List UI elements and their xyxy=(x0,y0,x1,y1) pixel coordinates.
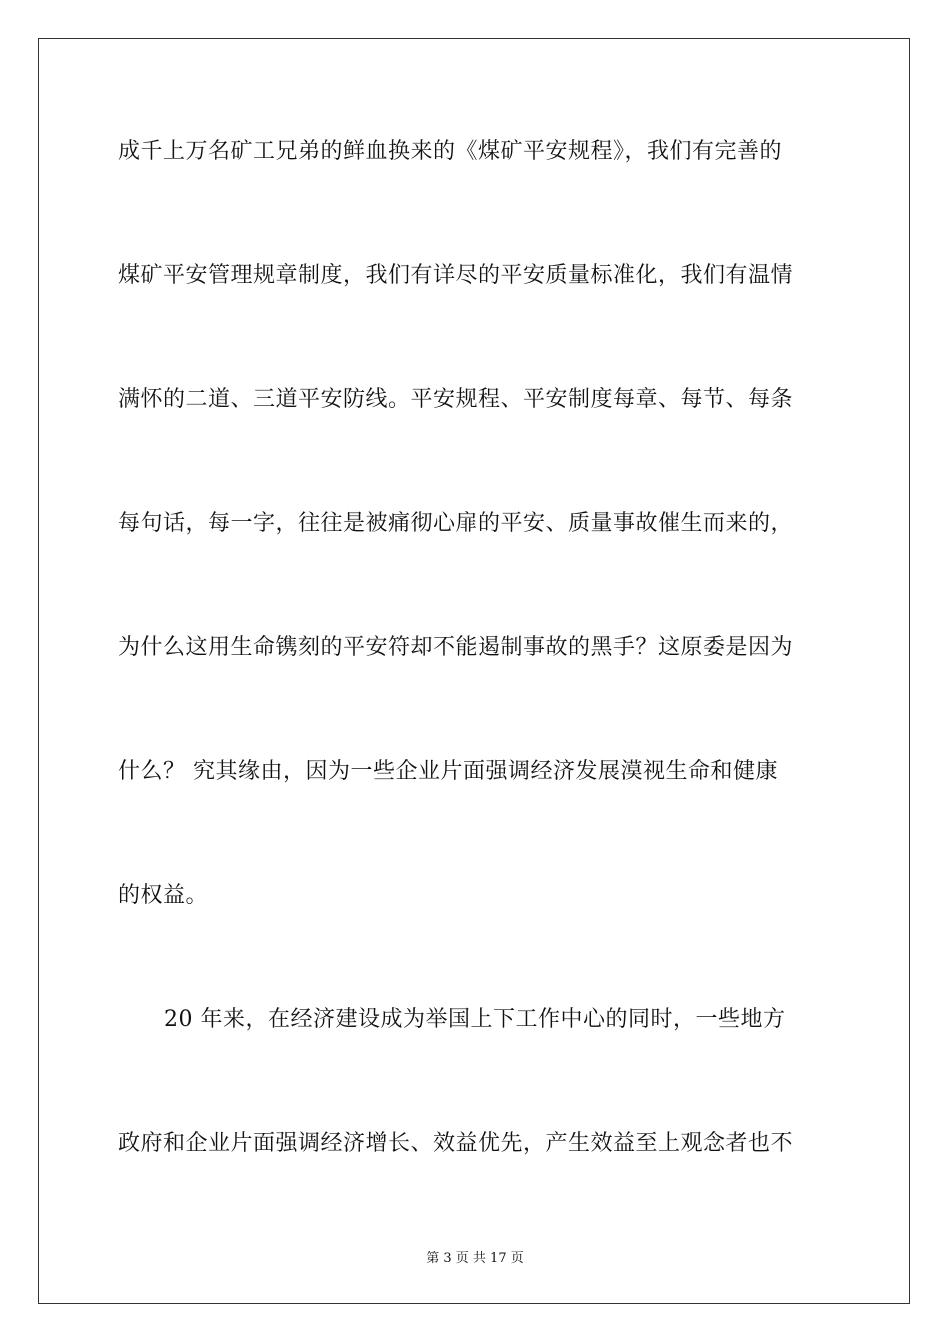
text-line: 的权益。 xyxy=(118,883,209,908)
text-line: 为什么这用生命镌刻的平安符却不能遏制事故的黑手？这原委是因为 xyxy=(118,635,794,660)
text-line: 20 年来，在经济建设成为举国上下工作中心的同时，一些地方 xyxy=(164,1007,786,1032)
text-line: 政府和企业片面强调经济增长、效益优先，产生效益至上观念者也不 xyxy=(118,1131,794,1156)
text-line: 每句话，每一字，往往是被痛彻心扉的平安、质量事故催生而来的， xyxy=(118,511,794,536)
page-number-footer: 第 3 页 共 17 页 xyxy=(426,1251,524,1266)
text-line: 煤矿平安管理规章制度，我们有详尽的平安质量标准化，我们有温情 xyxy=(118,263,794,288)
text-line: 满怀的二道、三道平安防线。平安规程、平安制度每章、每节、每条 xyxy=(118,387,794,412)
page-border xyxy=(38,38,910,1304)
text-line: 什么？ 究其缘由，因为一些企业片面强调经济发展漠视生命和健康 xyxy=(118,759,778,784)
text-line: 成千上万名矿工兄弟的鲜血换来的《煤矿平安规程》，我们有完善的 xyxy=(118,139,783,164)
